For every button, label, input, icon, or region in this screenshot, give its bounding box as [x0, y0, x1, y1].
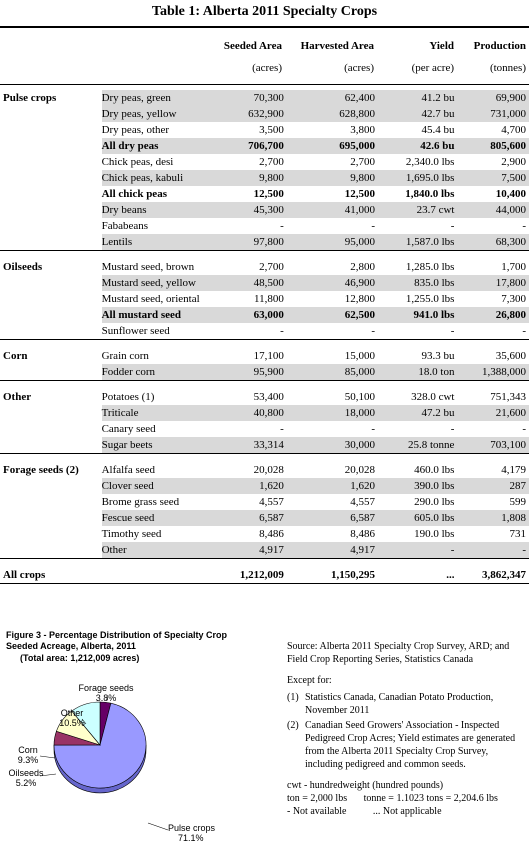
yield-cell: 941.0 lbs: [375, 307, 454, 323]
seeded-area-cell: 11,800: [254, 293, 284, 305]
seeded-area-cell: 1,620: [228, 478, 284, 494]
table-row: [0, 90, 529, 106]
crop-name: All dry peas: [102, 138, 228, 154]
harvested-area-cell: 8,486: [350, 528, 375, 540]
ton-def: ton = 2,000 lbs: [287, 793, 348, 804]
pie-chart: [0, 670, 285, 861]
yield-cell: 190.0 lbs: [414, 528, 455, 540]
harvested-area-cell: 30,000: [284, 437, 375, 454]
crop-name: All mustard seed: [102, 307, 228, 323]
leader-line: [148, 823, 168, 830]
seeded-area-cell: 4,557: [259, 496, 284, 508]
title-rule: [0, 26, 529, 28]
seeded-area-cell: -: [280, 423, 284, 435]
table-row: [0, 348, 529, 364]
table-row: [0, 462, 529, 478]
yield-cell: 47.2 bu: [375, 405, 454, 421]
crop-name: Mustard seed, yellow: [102, 275, 228, 291]
yield-cell: 2,340.0 lbs: [405, 156, 455, 168]
figure-subtitle: (Total area: 1,212,009 acres): [20, 653, 140, 663]
yield-cell: -: [450, 423, 455, 435]
notes: [287, 640, 527, 818]
production-cell: 10,400: [495, 188, 526, 200]
group-cell: [0, 106, 102, 122]
not-applicable-note: ... Not applicable: [372, 806, 442, 817]
group-cell: [0, 154, 102, 170]
header-yield: Yield: [429, 40, 454, 52]
production-cell: 21,600: [454, 405, 529, 421]
group-cell: [0, 202, 102, 218]
group-label: Forage seeds (2): [3, 464, 79, 476]
harvested-area-cell: -: [284, 323, 375, 340]
table-row: [0, 405, 529, 421]
group-gap: [0, 381, 529, 390]
crop-name: Potatoes (1): [101, 391, 155, 403]
production-cell: 4,179: [501, 464, 526, 476]
production-cell: 44,000: [454, 202, 529, 218]
production-cell: 1,700: [501, 261, 526, 273]
cwt-note: cwt - hundredweight (hundred pounds): [287, 780, 444, 791]
harvested-area-cell: 15,000: [344, 350, 375, 362]
seeded-area-cell: 45,300: [228, 202, 284, 218]
group-cell: [0, 186, 102, 202]
harvested-area-cell: 85,000: [284, 364, 375, 381]
yield-cell: 1,285.0 lbs: [405, 261, 455, 273]
harvested-area-cell: 50,100: [344, 391, 375, 403]
crop-name: Fababeans: [101, 220, 149, 232]
table-row: [0, 106, 529, 122]
production-cell: 731,000: [454, 106, 529, 122]
group-cell: [0, 275, 102, 291]
seeded-area-cell: 2,700: [259, 261, 284, 273]
slice-percent: 9.3%: [17, 755, 39, 765]
yield-cell: 41.2 bu: [375, 90, 454, 106]
legend-note: [287, 805, 527, 818]
crop-name: Timothy seed: [101, 528, 162, 540]
production-cell: 68,300: [454, 234, 529, 251]
figure-title: Figure 3 - Percentage Distribution of Specialty Crop Seeded Acreage, Alberta, 2011: [6, 630, 228, 651]
crop-name: Dry peas, other: [101, 124, 170, 136]
harvested-area-cell: 62,500: [284, 307, 375, 323]
unit-yield: (per acre): [411, 62, 454, 74]
total-row: [0, 567, 529, 584]
production-cell: -: [454, 323, 529, 340]
crop-name: Mustard seed, oriental: [101, 293, 200, 305]
harvested-area-cell: 62,400: [284, 90, 375, 106]
crop-name: Other: [102, 542, 228, 559]
crop-name: Lentils: [102, 234, 228, 251]
total-yield-cell: ...: [375, 567, 454, 584]
yield-cell: 18.0 ton: [375, 364, 454, 381]
table-row: [0, 202, 529, 218]
table-row: [0, 542, 529, 559]
footnote-1: [287, 691, 527, 717]
table-row: [0, 291, 529, 307]
harvested-area-cell: 2,800: [350, 261, 375, 273]
table-row: [0, 138, 529, 154]
seeded-area-cell: 70,300: [228, 90, 284, 106]
unit-harvested: (acres): [344, 62, 374, 74]
yield-cell: 1,695.0 lbs: [375, 170, 454, 186]
slice-percent: 10.5%: [59, 718, 85, 728]
yield-cell: -: [375, 542, 454, 559]
production-cell: 2,900: [501, 156, 526, 168]
group-gap: [0, 251, 529, 260]
crop-name: Dry beans: [102, 202, 228, 218]
yield-cell: 1,255.0 lbs: [405, 293, 455, 305]
table-row: [0, 510, 529, 526]
seeded-area-cell: 4,917: [228, 542, 284, 559]
table-title: Table 1: Alberta 2011 Specialty Crops: [151, 4, 378, 19]
harvested-area-cell: 695,000: [284, 138, 375, 154]
group-cell: [0, 307, 102, 323]
table-row: [0, 478, 529, 494]
harvested-area-cell: 46,900: [284, 275, 375, 291]
harvested-area-cell: -: [371, 220, 375, 232]
harvested-area-cell: 95,000: [284, 234, 375, 251]
table-row: [0, 154, 529, 170]
group-cell: [0, 510, 102, 526]
production-cell: -: [522, 423, 526, 435]
yield-cell: -: [450, 220, 455, 232]
production-cell: 35,600: [495, 350, 526, 362]
production-cell: 4,700: [501, 124, 526, 136]
total-production-cell: 3,862,347: [454, 567, 529, 584]
production-cell: 731: [509, 528, 526, 540]
table-row: [0, 526, 529, 542]
group-cell: [0, 526, 102, 542]
table-row: [0, 122, 529, 138]
yield-cell: 1,840.0 lbs: [405, 188, 455, 200]
table-row: [0, 186, 529, 202]
crop-name: Brome grass seed: [101, 496, 180, 508]
except-note: Except for:: [287, 675, 332, 686]
slice-percent: 3.8%: [95, 693, 117, 703]
production-cell: 17,800: [454, 275, 529, 291]
header-production: Production: [473, 40, 526, 52]
source-note: Source: Alberta 2011 Specialty Crop Survey, ARD; and Field Crop Reporting Series, Statistics Canada: [287, 641, 510, 665]
group-label: Oilseeds: [3, 261, 43, 273]
total-label: All crops: [0, 567, 102, 584]
group-cell: [0, 364, 102, 381]
table-row: [0, 389, 529, 405]
table-row: [0, 323, 529, 340]
harvested-area-cell: 4,557: [350, 496, 375, 508]
seeded-area-cell: 63,000: [228, 307, 284, 323]
yield-cell: 93.3 bu: [421, 350, 455, 362]
seeded-area-cell: 12,500: [253, 188, 284, 200]
yield-cell: 42.7 bu: [375, 106, 454, 122]
footnote-text: Statistics Canada, Canadian Potato Production, November 2011: [305, 692, 494, 716]
harvested-area-cell: 20,028: [344, 464, 375, 476]
group-gap: [0, 454, 529, 463]
unit-seeded: (acres): [252, 62, 282, 74]
group-label: Pulse crops: [3, 92, 57, 104]
harvested-area-cell: 18,000: [284, 405, 375, 421]
crop-name: Chick peas, desi: [101, 156, 174, 168]
group-cell: [0, 437, 102, 454]
table-row: [0, 364, 529, 381]
group-cell: [0, 234, 102, 251]
seeded-area-cell: -: [280, 220, 284, 232]
seeded-area-cell: 6,587: [228, 510, 284, 526]
seeded-area-cell: 9,800: [228, 170, 284, 186]
production-cell: 26,800: [454, 307, 529, 323]
crop-name: Sugar beets: [102, 437, 228, 454]
footnote-key: (1): [287, 692, 299, 703]
table-row: [0, 259, 529, 275]
yield-cell: 390.0 lbs: [375, 478, 454, 494]
crop-name: Fodder corn: [102, 364, 228, 381]
header-rule: [0, 84, 529, 85]
seeded-area-cell: 40,800: [228, 405, 284, 421]
crop-name: All chick peas: [101, 188, 167, 200]
seeded-area-cell: 53,400: [253, 391, 284, 403]
tonne-def: tonne = 1.1023 tons = 2,204.6 lbs: [363, 793, 498, 804]
group-gap: [0, 340, 529, 349]
header-seeded: Seeded Area: [223, 40, 282, 52]
seeded-area-cell: 48,500: [228, 275, 284, 291]
group-label: Corn: [3, 350, 28, 362]
production-cell: 7,500: [454, 170, 529, 186]
crop-name: Dry peas, yellow: [102, 106, 228, 122]
not-available-note: - Not available: [287, 806, 347, 817]
seeded-area-cell: -: [228, 323, 284, 340]
production-cell: 703,100: [454, 437, 529, 454]
seeded-area-cell: 17,100: [253, 350, 284, 362]
footnote-key: (2): [287, 720, 299, 731]
yield-cell: 45.4 bu: [421, 124, 455, 136]
unit-production: (tonnes): [489, 62, 526, 74]
slice-percent: 71.1%: [178, 833, 204, 843]
seeded-area-cell: 2,700: [259, 156, 284, 168]
production-cell: 69,900: [454, 90, 529, 106]
slice-percent: 5.2%: [15, 778, 37, 788]
seeded-area-cell: 33,314: [228, 437, 284, 454]
production-cell: 287: [454, 478, 529, 494]
production-cell: -: [454, 542, 529, 559]
harvested-area-cell: 12,500: [344, 188, 375, 200]
harvested-area-cell: 9,800: [284, 170, 375, 186]
harvested-area-cell: 628,800: [284, 106, 375, 122]
table-row: [0, 170, 529, 186]
group-cell: [0, 218, 102, 234]
yield-cell: 290.0 lbs: [414, 496, 455, 508]
harvested-area-cell: 2,700: [350, 156, 375, 168]
production-cell: 1,388,000: [454, 364, 529, 381]
group-cell: [0, 170, 102, 186]
crop-name: Dry peas, green: [102, 90, 228, 106]
crops-table: [0, 90, 529, 584]
crop-name: Grain corn: [101, 350, 149, 362]
production-cell: 7,300: [501, 293, 526, 305]
group-label: Other: [3, 391, 32, 403]
yield-cell: -: [375, 323, 454, 340]
harvested-area-cell: -: [371, 423, 375, 435]
seeded-area-cell: 632,900: [228, 106, 284, 122]
total-crop-cell: [102, 567, 228, 584]
harvested-area-cell: 12,800: [344, 293, 375, 305]
production-cell: 1,808: [454, 510, 529, 526]
yield-cell: 605.0 lbs: [375, 510, 454, 526]
yield-cell: 42.6 bu: [375, 138, 454, 154]
table-row: [0, 218, 529, 234]
total-seeded-cell: 1,212,009: [228, 567, 284, 584]
production-cell: 805,600: [454, 138, 529, 154]
leader-line: [40, 756, 55, 758]
slice-label: Oilseeds: [8, 768, 44, 778]
group-gap: [0, 559, 529, 568]
crop-name: Mustard seed, brown: [101, 261, 195, 273]
group-cell: [0, 494, 102, 510]
production-cell: 599: [509, 496, 526, 508]
yield-cell: 835.0 lbs: [375, 275, 454, 291]
table-row: [0, 275, 529, 291]
group-cell: [0, 323, 102, 340]
footnote-2: [287, 719, 527, 771]
footnote-text: Canadian Seed Growers' Association - Inspected Pedigreed Crop Acres; Yield estimates are generated from the Alberta 2011 Specialty Crop Survey, including pedigreed and common seeds.: [305, 720, 516, 770]
harvested-area-cell: 6,587: [284, 510, 375, 526]
seeded-area-cell: 20,028: [253, 464, 284, 476]
yield-cell: 25.8 tonne: [375, 437, 454, 454]
yield-cell: 460.0 lbs: [414, 464, 455, 476]
group-cell: [0, 478, 102, 494]
harvested-area-cell: 4,917: [284, 542, 375, 559]
table-row: [0, 307, 529, 323]
seeded-area-cell: 8,486: [259, 528, 284, 540]
crop-name: Triticale: [102, 405, 228, 421]
table-row: [0, 234, 529, 251]
harvested-area-cell: 3,800: [350, 124, 375, 136]
group-cell: [0, 122, 102, 138]
crop-name: Canary seed: [101, 423, 156, 435]
header-harvested: Harvested Area: [300, 40, 374, 52]
harvested-area-cell: 41,000: [284, 202, 375, 218]
seeded-area-cell: 97,800: [228, 234, 284, 251]
yield-cell: 23.7 cwt: [375, 202, 454, 218]
seeded-area-cell: 95,900: [228, 364, 284, 381]
yield-cell: 1,587.0 lbs: [375, 234, 454, 251]
yield-cell: 328.0 cwt: [411, 391, 455, 403]
crop-name: Fescue seed: [102, 510, 228, 526]
slice-label: Other: [60, 708, 84, 718]
slice-label: Forage seeds: [78, 683, 134, 693]
group-cell: [0, 138, 102, 154]
group-cell: [0, 405, 102, 421]
group-cell: [0, 542, 102, 559]
crop-name: Alfalfa seed: [101, 464, 156, 476]
slice-label: Corn: [18, 745, 38, 755]
total-harvested-cell: 1,150,295: [284, 567, 375, 584]
table-row: [0, 494, 529, 510]
harvested-area-cell: 1,620: [284, 478, 375, 494]
crop-name: Clover seed: [102, 478, 228, 494]
production-cell: -: [522, 220, 526, 232]
table-row: [0, 437, 529, 454]
group-cell: [0, 291, 102, 307]
production-cell: 751,343: [490, 391, 526, 403]
slice-label: Pulse crops: [168, 823, 216, 833]
table-row: [0, 421, 529, 437]
crop-name: Chick peas, kabuli: [102, 170, 228, 186]
crop-name: Sunflower seed: [102, 323, 228, 340]
seeded-area-cell: 3,500: [259, 124, 284, 136]
seeded-area-cell: 706,700: [228, 138, 284, 154]
ton-note: [287, 792, 527, 805]
group-cell: [0, 421, 102, 437]
